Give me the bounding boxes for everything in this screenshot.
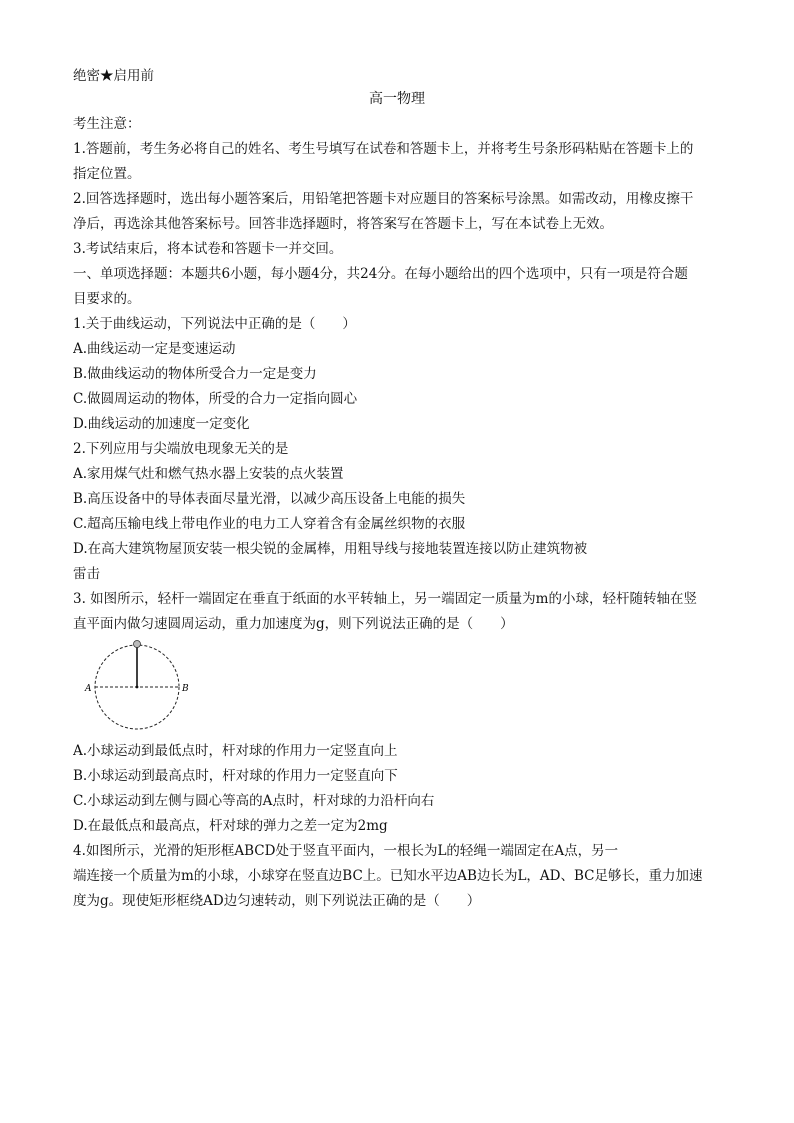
- question-1-stem: 1.关于曲线运动，下列说法中正确的是（ ）: [73, 316, 356, 332]
- pivot-axis: [136, 686, 139, 689]
- question-2-option-b: B.高压设备中的导体表面尽量光滑，以减少高压设备上电能的损失: [73, 491, 466, 507]
- notice-line: 2.回答选择题时，选出每小题答案后，用铅笔把答题卡对应题目的答案标号涂黑。如需改动，用橡皮擦干: [73, 191, 694, 207]
- notice-line: 3.考试结束后，将本试卷和答题卡一并交回。: [73, 241, 343, 257]
- notice-heading: 考生注意：: [73, 116, 141, 132]
- question-3-stem: 3. 如图所示，轻杆一端固定在垂直于纸面的水平转轴上，另一端固定一质量为m的小球，轻杆随转轴在竖: [73, 591, 697, 607]
- question-3-option-a: A.小球运动到最低点时，杆对球的作用力一定竖直向上: [73, 743, 398, 759]
- notice-line: 1.答题前，考生务必将自己的姓名、考生号填写在试卷和答题卡上，并将考生号条形码粘贴在答题卡上的: [73, 141, 694, 157]
- notice-line: 净后，再选涂其他答案标号。回答非选择题时，将答案写在答题卡上，写在本试卷上无效。: [73, 216, 613, 232]
- question-2-option-d: D.在高大建筑物屋顶安装一根尖锐的金属棒，用粗导线与接地装置连接以防止建筑物被: [73, 541, 588, 557]
- question-1-option-d: D.曲线运动的加速度一定变化: [73, 416, 250, 432]
- rotating-rod-figure: [82, 640, 197, 732]
- question-3-option-b: B.小球运动到最高点时，杆对球的作用力一定竖直向下: [73, 768, 398, 784]
- section-heading: 一、单项选择题：本题共6小题，每小题4分，共24分。在每小题给出的四个选项中，只有一项是符合题: [73, 266, 688, 282]
- ball: [134, 641, 141, 648]
- question-1-option-a: A.曲线运动一定是变速运动: [73, 341, 236, 357]
- section-heading-cont: 目要求的。: [73, 291, 141, 307]
- question-2-option-c: C.超高压输电线上带电作业的电力工人穿着含有金属丝织物的衣服: [73, 516, 466, 532]
- question-1-option-c: C.做圆周运动的物体，所受的合力一定指向圆心: [73, 391, 358, 407]
- question-2-option-a: A.家用煤气灶和燃气热水器上安装的点火装置: [73, 466, 344, 482]
- point-a-label: A: [85, 684, 92, 694]
- question-3-option-c: C.小球运动到左侧与圆心等高的A点时，杆对球的力沿杆向右: [73, 793, 435, 809]
- question-1-option-b: B.做曲线运动的物体所受合力一定是变力: [73, 366, 317, 382]
- point-b-label: B: [182, 684, 189, 694]
- question-3-stem-cont: 直平面内做匀速圆周运动，重力加速度为g，则下列说法正确的是（ ）: [73, 616, 514, 632]
- question-3-option-d: D.在最低点和最高点，杆对球的弹力之差一定为2mg: [73, 818, 388, 834]
- question-4-stem-cont: 端连接一个质量为m的小球，小球穿在竖直边BC上。已知水平边AB边长为L，AD、BC足够长，重力加速: [73, 868, 703, 884]
- notice-line: 指定位置。: [73, 166, 141, 182]
- question-4-stem: 4.如图所示，光滑的矩形框ABCD处于竖直平面内，一根长为L的轻绳一端固定在A点，另一: [73, 843, 619, 859]
- secret-label: 绝密★启用前: [73, 68, 154, 84]
- question-4-stem-cont: 度为g。现使矩形框绕AD边匀速转动，则下列说法正确的是（ ）: [73, 893, 481, 909]
- page-title: 高一物理: [369, 91, 425, 107]
- question-2-stem: 2.下列应用与尖端放电现象无关的是: [73, 441, 289, 457]
- question-2-option-d-cont: 雷击: [73, 566, 100, 582]
